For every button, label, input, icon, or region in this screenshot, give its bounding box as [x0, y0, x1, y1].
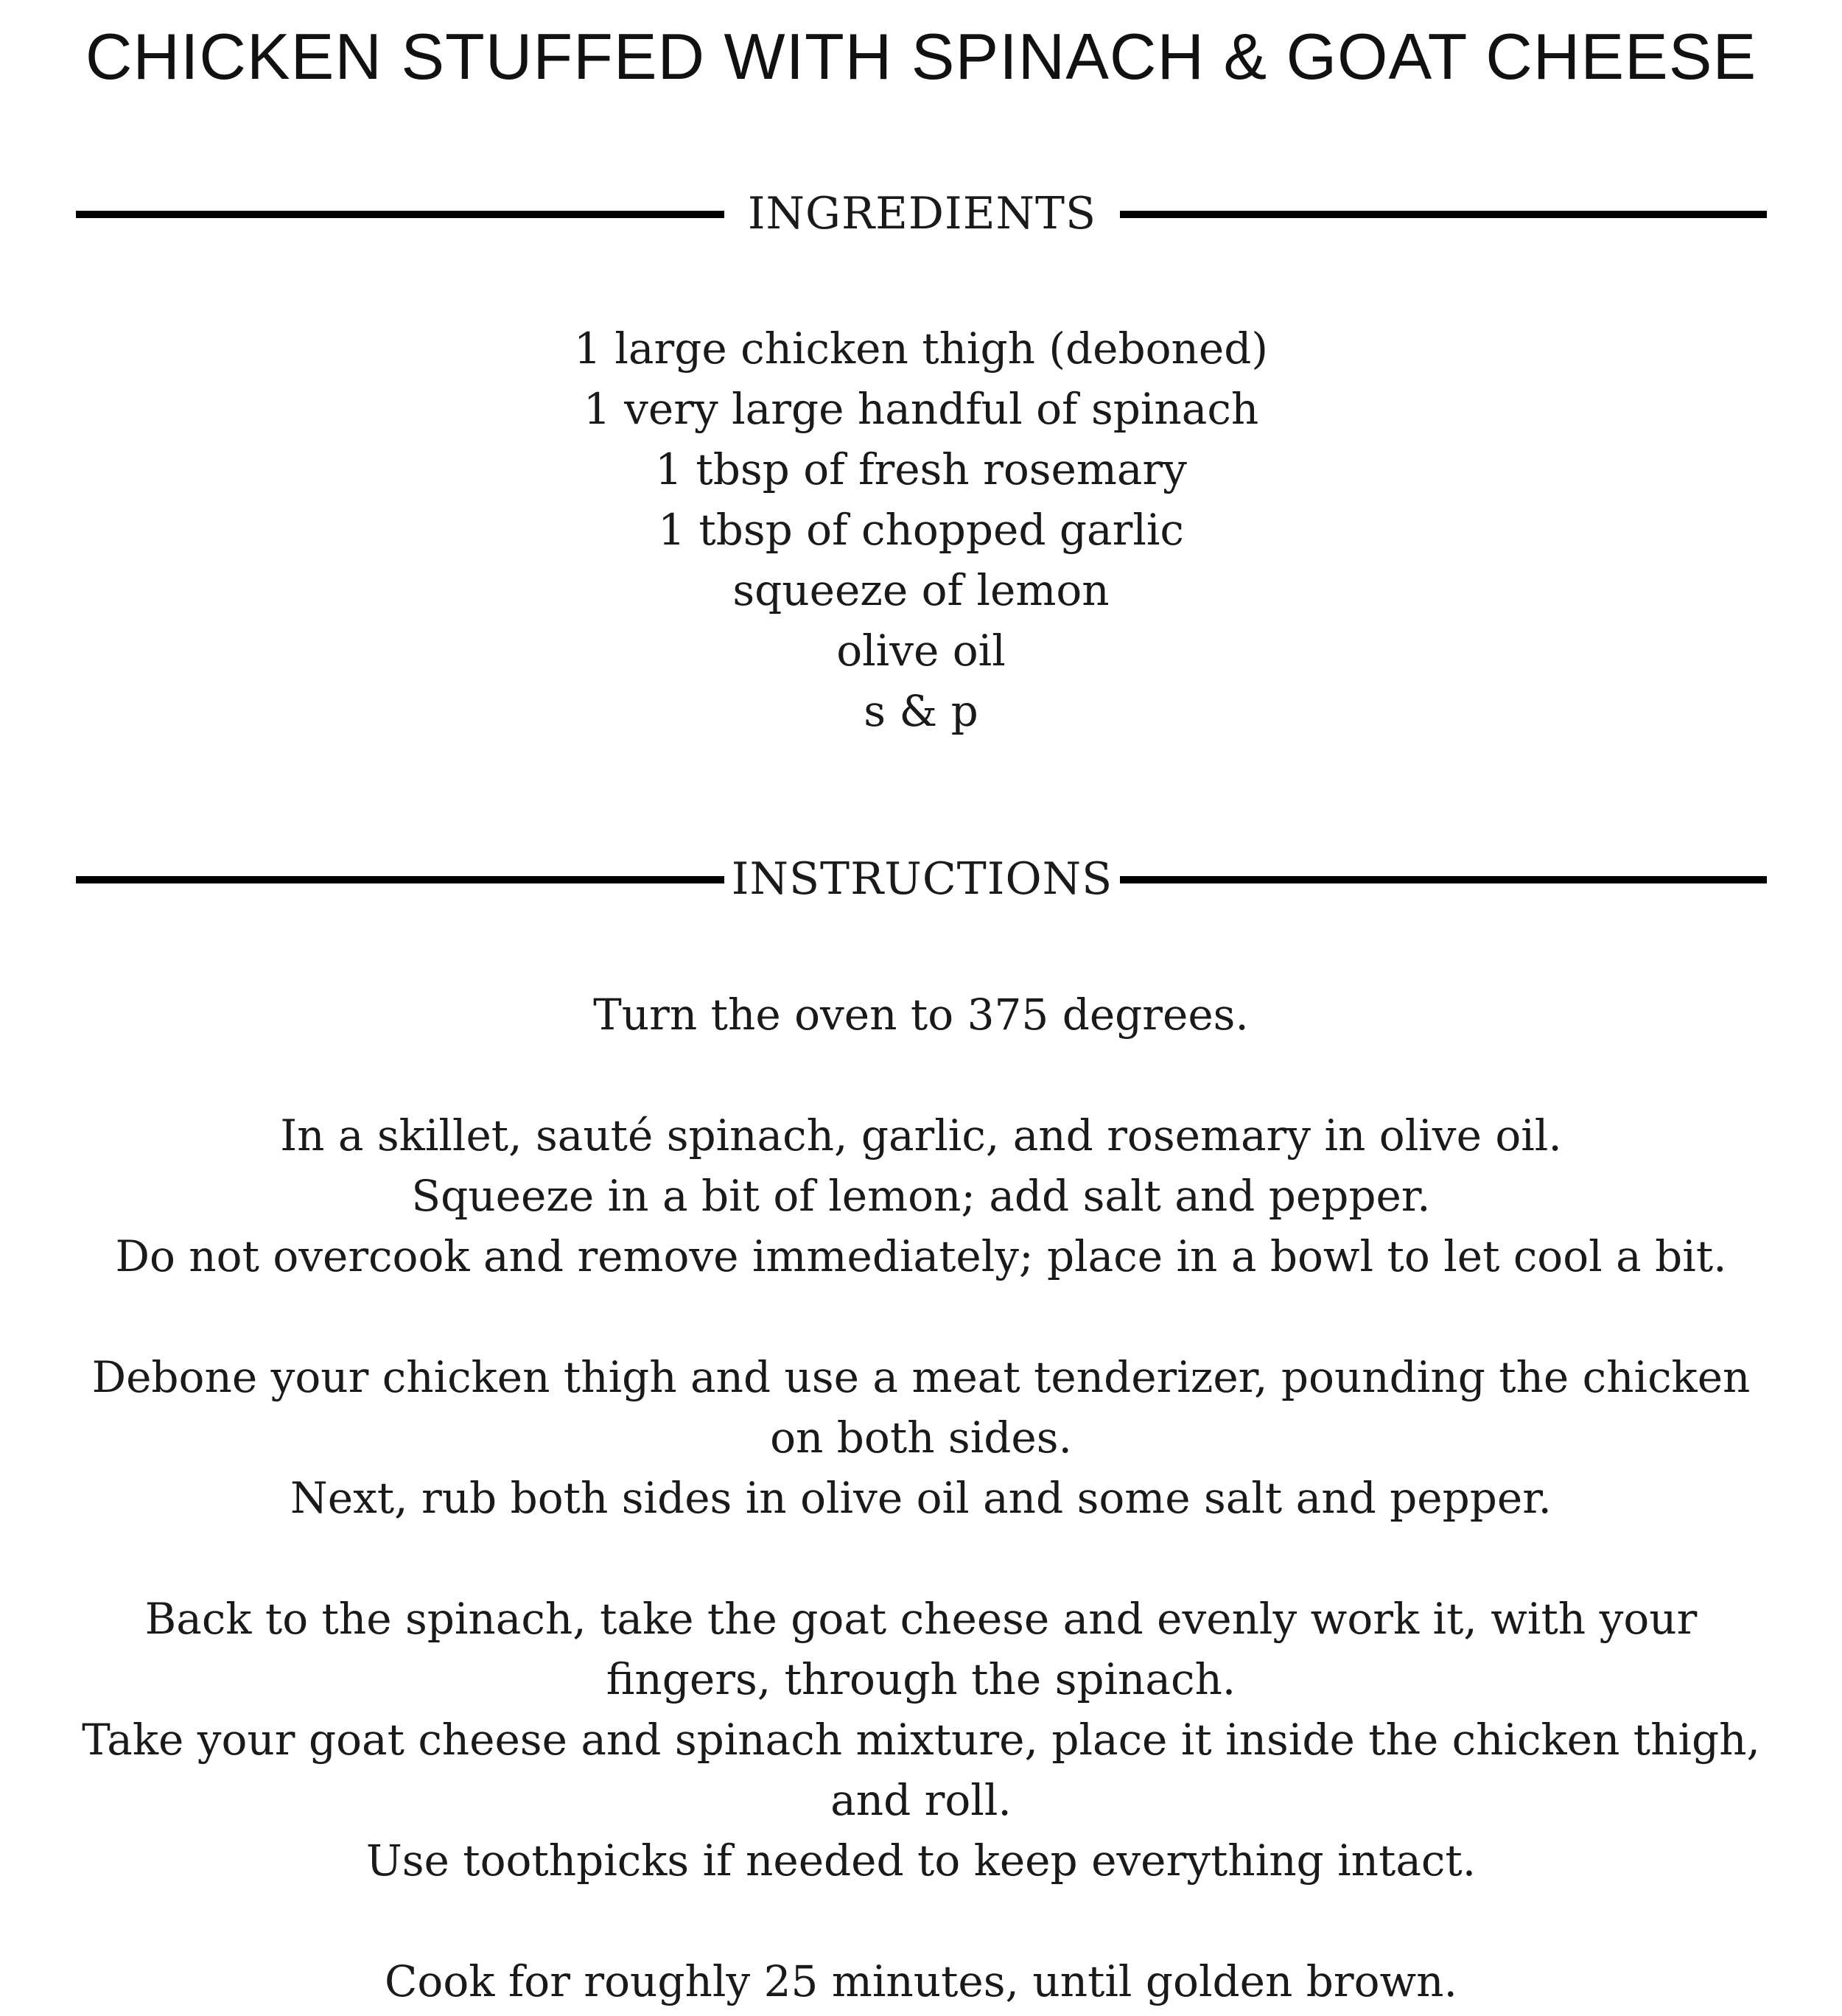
ingredients-rule-left	[76, 211, 724, 218]
instructions-rule-right	[1120, 876, 1767, 883]
ingredients-rule-right	[1120, 211, 1767, 218]
ingredients-heading: INGREDIENTS	[747, 188, 1097, 239]
ingredient-item: olive oil	[836, 626, 1006, 676]
ingredient-item: 1 large chicken thigh (deboned)	[574, 323, 1268, 374]
instruction-line: Next, rub both sides in olive oil and some salt and pepper.	[290, 1473, 1552, 1523]
instruction-line: Back to the spinach, take the goat cheese and evenly work it, with your fingers, through the spinach.	[144, 1594, 1698, 1704]
ingredient-item: squeeze of lemon	[732, 565, 1110, 615]
instructions-rule-left	[76, 876, 724, 883]
instruction-line: Cook for roughly 25 minutes, until golden brown.	[385, 1956, 1457, 2006]
instruction-paragraph	[74, 1105, 1768, 1287]
instructions-heading: INSTRUCTIONS	[731, 853, 1113, 905]
ingredients-section-header	[76, 184, 1767, 243]
instruction-line: Use toothpicks if needed to keep everything intact.	[365, 1835, 1477, 1886]
instruction-line: Debone your chicken thigh and use a meat tenderizer, pounding the chicken on both sides.	[91, 1352, 1751, 1463]
instruction-paragraph	[74, 1951, 1768, 2012]
instruction-line: Turn the oven to 375 degrees.	[593, 990, 1249, 1040]
instructions-section-header	[76, 850, 1767, 909]
instruction-line: Squeeze in a bit of lemon; add salt and pepper.	[411, 1171, 1431, 1221]
instruction-paragraph	[74, 1589, 1768, 1891]
instruction-line: In a skillet, sauté spinach, garlic, and rosemary in olive oil.	[280, 1110, 1562, 1161]
ingredient-item: s & p	[864, 686, 978, 736]
ingredient-item: 1 tbsp of chopped garlic	[658, 505, 1184, 555]
instruction-paragraph	[74, 1347, 1768, 1528]
ingredient-item: 1 very large handful of spinach	[583, 384, 1259, 434]
instruction-line: Take your goat cheese and spinach mixture, place it inside the chicken thigh, and roll.	[82, 1715, 1760, 1825]
instructions-body	[74, 984, 1768, 2012]
instruction-paragraph	[74, 984, 1768, 1045]
ingredients-list	[0, 318, 1842, 741]
ingredient-item: 1 tbsp of fresh rosemary	[655, 444, 1187, 494]
instruction-line: Do not overcook and remove immediately; place in a bowl to let cool a bit.	[115, 1231, 1727, 1281]
recipe-title: CHICKEN STUFFED WITH SPINACH & GOAT CHEESE	[85, 20, 1757, 93]
